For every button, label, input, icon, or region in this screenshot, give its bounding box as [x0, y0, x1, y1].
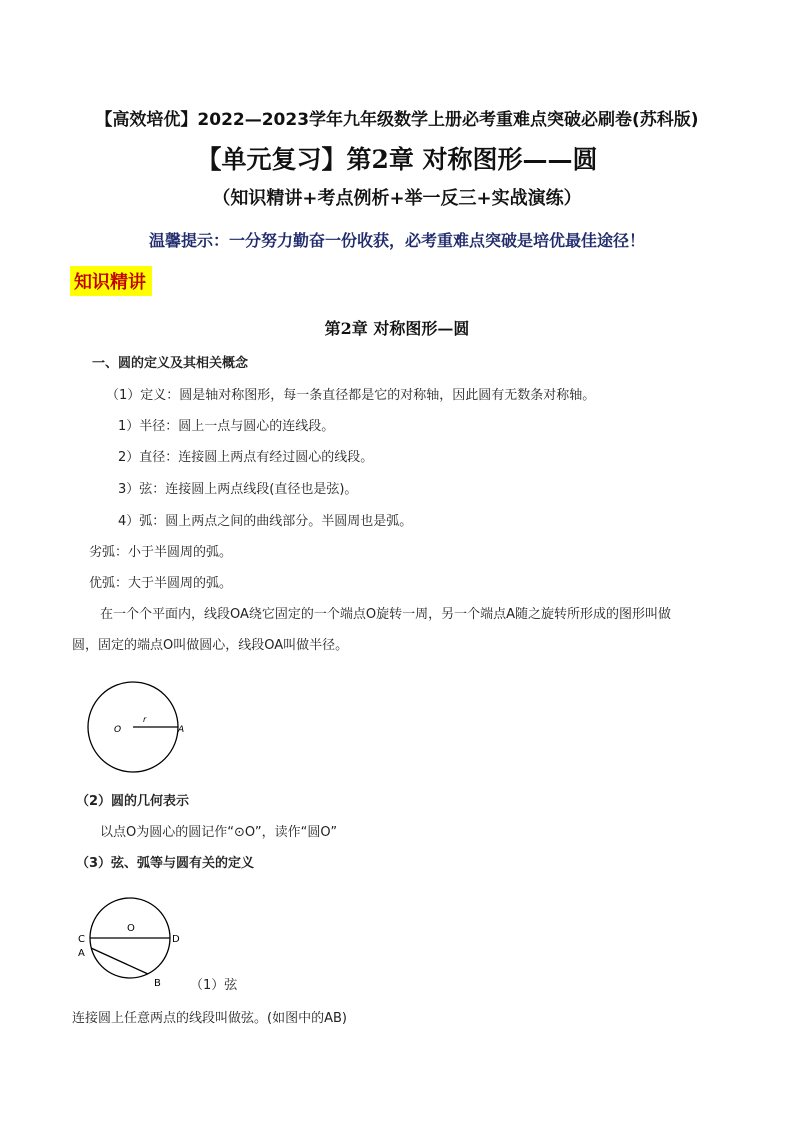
- item-diameter: 2）直径：连接圆上两点有经过圆心的线段。: [118, 450, 374, 465]
- circle-definition-paragraph-line2: 圆，固定的端点O叫做圆心，线段OA叫做半径。: [72, 638, 349, 653]
- chapter-title: 第2章 对称图形—圆: [324, 319, 470, 338]
- minor-arc-text: 劣弧：小于半圆周的弧。: [89, 545, 233, 560]
- notation-text: 以点O为圆心的圆记作“⊙O”，读作“圆O”: [100, 825, 338, 840]
- warm-tip: 温馨提示：一分努力勤奋一份收获，必考重难点突破是培优最佳途径！: [148, 231, 645, 250]
- label-o: O: [127, 923, 135, 934]
- circle-definition-paragraph-line1: 在一个个平面内，线段OA绕它固定的一个端点O旋转一周，另一个端点A随之旋转所形成的图形叫做: [100, 607, 672, 622]
- label-d: D: [172, 934, 180, 945]
- section-tag-knowledge: 知识精讲: [70, 266, 152, 296]
- item-chord: 3）弦：连接圆上两点线段(直径也是弦)。: [118, 482, 358, 497]
- label-o: O: [114, 725, 122, 735]
- label-a: A: [178, 725, 185, 735]
- heading-geometric-notation: （2）圆的几何表示: [76, 794, 190, 809]
- figure-caption-chord: （1）弦: [190, 978, 238, 993]
- definition-text: （1）定义：圆是轴对称图形，每一条直径都是它的对称轴，因此圆有无数条对称轴。: [106, 388, 596, 403]
- item-radius: 1）半径：圆上一点与圆心的连线段。: [118, 419, 335, 434]
- subtitle: （知识精讲+考点例析+举一反三+实战演练）: [212, 188, 582, 209]
- heading-circle-definition: 一、圆的定义及其相关概念: [92, 356, 249, 371]
- heading-chord-arc-definitions: （3）弦、弧等与圆有关的定义: [76, 856, 255, 871]
- circle-radius-figure: [76, 670, 206, 782]
- major-arc-text: 优弧：大于半圆周的弧。: [89, 576, 233, 591]
- item-arc: 4）弧：圆上两点之间的曲线部分。半圆周也是弧。: [118, 514, 413, 529]
- label-c: C: [78, 934, 85, 945]
- label-a: A: [78, 948, 85, 959]
- chord-line-ab: [91, 948, 148, 974]
- chord-definition-text: 连接圆上任意两点的线段叫做弦。(如图中的AB): [72, 1011, 347, 1026]
- chord-figure: [72, 880, 192, 992]
- document-header-title: 【高效培优】2022—2023学年九年级数学上册必考重难点突破必刷卷(苏科版): [95, 110, 699, 130]
- label-r: r: [143, 715, 147, 724]
- label-b: B: [154, 978, 161, 989]
- main-title: 【单元复习】第2章 对称图形——圆: [196, 145, 598, 174]
